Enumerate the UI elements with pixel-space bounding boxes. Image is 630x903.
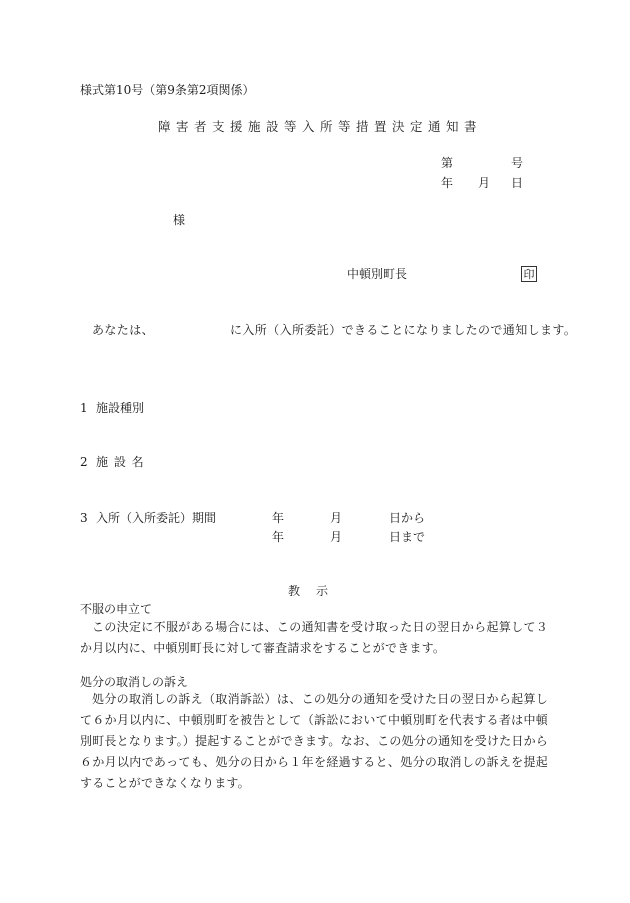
lawsuit-text: 処分の取消しの訴え（取消訴訟）は、この処分の通知を受けた日の翌日から起算して６か月以内に、中頓別町を被告として（訴訟において中頓別町を代表する者は中頓別町長となります。）提起することができます。なお、この処分の通知を受けた日から６か月以内であっても、処分の日から１年を経過すると、処分の取消しの訴えを提起することができなくなります。 <box>80 692 548 790</box>
date-month: 月 <box>478 176 491 190</box>
document-title: 障害者支援施設等入所等措置決定通知書 <box>158 119 483 134</box>
period-to-day: 日まで <box>389 530 426 544</box>
item-1-number: 1 <box>80 401 88 415</box>
item-3-number: 3 <box>80 511 88 525</box>
doc-number-prefix: 第 <box>441 156 454 170</box>
date-year: 年 <box>441 176 454 190</box>
appeal-heading: 不服の申立て <box>80 602 153 616</box>
issuer-name: 中頓別町長 <box>347 267 408 281</box>
period-from-day: 日から <box>389 511 426 525</box>
notice-body: に入所（入所委託）できることになりましたので通知します。 <box>230 323 577 337</box>
addressee-suffix: 様 <box>173 213 186 227</box>
instruction-heading: 教 示 <box>288 584 331 598</box>
appeal-text: この決定に不服がある場合には、この通知書を受け取った日の翌日から起算して３か月以内に、中頓別町長に対して審査請求をすることができます。 <box>80 620 548 655</box>
doc-number-suffix: 号 <box>511 156 524 170</box>
notice-lead: あなたは、 <box>92 323 155 337</box>
seal-mark: 印 <box>521 266 537 282</box>
item-3-label: 入所（入所委託）期間 <box>96 511 217 525</box>
period-to-year: 年 <box>272 530 285 544</box>
item-2-label: 施 設 名 <box>96 455 145 469</box>
item-2-number: 2 <box>80 455 88 469</box>
item-1-label: 施設種別 <box>96 401 145 415</box>
lawsuit-heading: 処分の取消しの訴え <box>80 675 189 689</box>
date-day: 日 <box>511 176 524 190</box>
form-label: 様式第10号（第9条第2項関係） <box>80 83 255 97</box>
period-to-month: 月 <box>330 530 343 544</box>
period-from-year: 年 <box>272 511 285 525</box>
period-from-month: 月 <box>330 511 343 525</box>
